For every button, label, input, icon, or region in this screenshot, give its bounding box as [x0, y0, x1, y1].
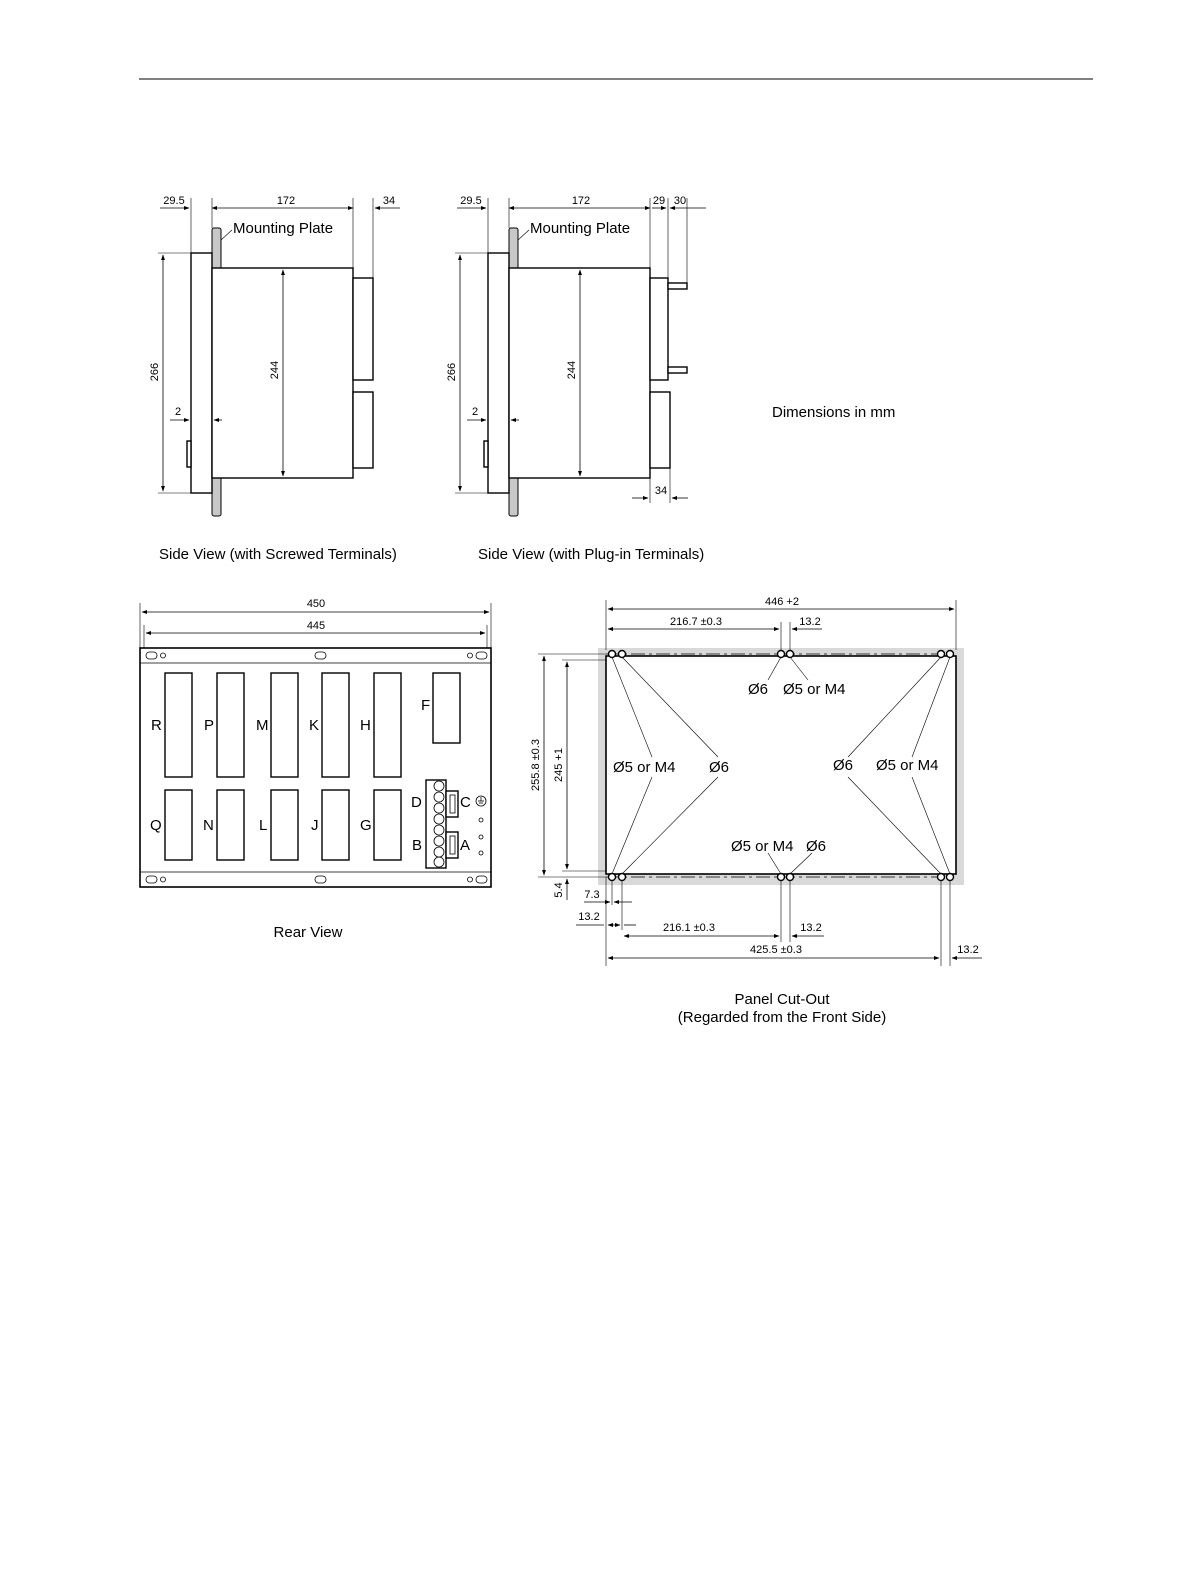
slot-label-m: M: [256, 717, 269, 734]
slot-label-g: G: [360, 817, 372, 834]
dim-266: 266: [446, 362, 458, 382]
terminal-block-lower: [353, 392, 373, 468]
hole-label-right-d5: Ø5 or M4: [876, 757, 939, 774]
hole-label-top-d5: Ø5 or M4: [783, 681, 846, 698]
hole-label-top-d6: Ø6: [748, 681, 769, 698]
slot-label-q: Q: [150, 817, 162, 834]
dim-244: 244: [269, 360, 281, 380]
hole-label-right-d6: Ø6: [833, 757, 854, 774]
front-tab: [484, 441, 488, 467]
housing: [212, 268, 353, 478]
slot-p: [217, 673, 244, 777]
slot-label-f: F: [421, 697, 431, 714]
dim-446: 446 +2: [765, 596, 799, 608]
slot-k: [322, 673, 349, 777]
slot-q: [165, 790, 192, 860]
dim-172: 172: [276, 195, 296, 207]
slot-label-j: J: [311, 817, 319, 834]
dim-13-2-right: 13.2: [957, 944, 979, 956]
slot-h: [374, 673, 401, 777]
dim-2: 2: [471, 406, 479, 418]
front-panel: [191, 253, 212, 493]
connector-a: [446, 832, 458, 858]
connector-c: [446, 791, 458, 817]
dim-29-5: 29.5: [460, 195, 482, 207]
dim-30: 30: [673, 195, 687, 207]
dim-29-5: 29.5: [163, 195, 185, 207]
caption-panel-cutout: Panel Cut-Out: [734, 991, 830, 1008]
terminal-label-d: D: [411, 794, 422, 811]
front-panel: [488, 253, 509, 493]
dim-13-2-mid: 13.2: [800, 922, 822, 934]
slot-label-p: P: [204, 717, 215, 734]
plug-pin-upper: [668, 283, 687, 289]
terminal-block-upper: [353, 278, 373, 380]
dim-2: 2: [174, 406, 182, 418]
dim-216-1: 216.1 ±0.3: [663, 922, 715, 934]
rear-view: [140, 598, 491, 941]
slot-n: [217, 790, 244, 860]
slot-label-n: N: [203, 817, 214, 834]
dim-34: 34: [382, 195, 396, 207]
hole-label-left-d6: Ø6: [709, 759, 730, 776]
front-tab: [187, 441, 191, 467]
terminal-strip: [426, 780, 446, 868]
slot-g: [374, 790, 401, 860]
hole-label-left-d5: Ø5 or M4: [613, 759, 676, 776]
dim-445: 445: [306, 620, 326, 632]
terminal-label-c: C: [460, 794, 471, 811]
slot-f: [433, 673, 460, 743]
caption-side-plugin: Side View (with Plug-in Terminals): [478, 546, 705, 563]
terminal-label-a: A: [460, 837, 471, 854]
dim-5-4: 5.4: [553, 882, 565, 898]
dim-450: 450: [306, 598, 326, 610]
dim-34: 34: [654, 485, 668, 497]
dim-425-5: 425.5 ±0.3: [750, 944, 802, 956]
slot-m: [271, 673, 298, 777]
slot-j: [322, 790, 349, 860]
dim-29: 29: [652, 195, 666, 207]
mounting-plate-label: Mounting Plate: [530, 220, 631, 237]
slot-label-l: L: [259, 817, 268, 834]
dim-216-7: 216.7 ±0.3: [670, 616, 722, 628]
dim-13-2-top: 13.2: [799, 616, 821, 628]
slot-label-h: H: [360, 717, 371, 734]
dim-172: 172: [571, 195, 591, 207]
caption-side-screwed: Side View (with Screwed Terminals): [159, 546, 397, 563]
terminal-label-b: B: [412, 837, 423, 854]
hole-label-bottom-d6: Ø6: [806, 838, 827, 855]
side-view-screwed: [149, 195, 400, 563]
plug-block-lower: [650, 392, 670, 468]
slot-l: [271, 790, 298, 860]
plug-block-upper: [650, 278, 668, 380]
caption-rear-view: Rear View: [273, 924, 343, 941]
dim-13-2-left: 13.2: [578, 911, 600, 923]
plug-pin-lower: [668, 367, 687, 373]
dim-266: 266: [149, 362, 161, 382]
dim-245: 245 +1: [553, 748, 565, 782]
dim-244: 244: [566, 360, 578, 380]
caption-panel-cutout-sub: (Regarded from the Front Side): [677, 1009, 887, 1026]
units-note: Dimensions in mm: [772, 404, 896, 421]
slot-label-k: K: [309, 717, 320, 734]
mounting-plate-label: Mounting Plate: [233, 220, 334, 237]
dim-255-8: 255.8 ±0.3: [530, 739, 542, 791]
hole-label-bottom-d5: Ø5 or M4: [731, 838, 794, 855]
slot-label-r: R: [151, 717, 162, 734]
side-view-plugin: [446, 195, 706, 563]
slot-r: [165, 673, 192, 777]
housing: [509, 268, 650, 478]
panel-cutout: [530, 596, 982, 1026]
dim-7-3: 7.3: [584, 889, 600, 901]
